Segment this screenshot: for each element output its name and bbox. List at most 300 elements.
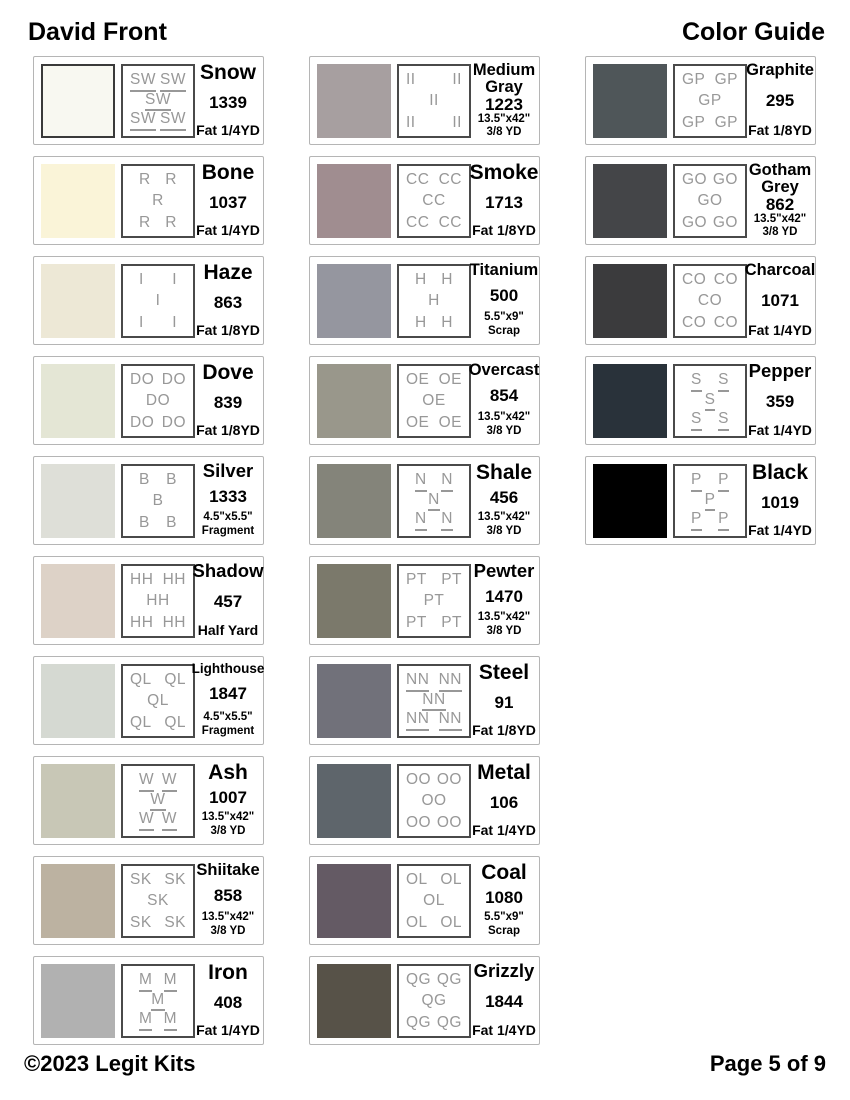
color-swatch <box>41 864 115 938</box>
code-row <box>130 172 186 188</box>
color-swatch <box>317 64 391 138</box>
fabric-quantity <box>196 322 260 339</box>
code-row <box>130 372 186 388</box>
code-row <box>682 72 738 88</box>
fabric-number: 1713 <box>485 193 523 213</box>
code-box <box>397 964 471 1038</box>
fabric-card-lighthouse <box>33 656 264 745</box>
code-row <box>130 893 186 909</box>
code-row <box>406 415 462 431</box>
code-label: QG <box>421 992 447 1010</box>
fabric-name: Iron <box>208 961 248 984</box>
code-label: OL <box>406 913 428 931</box>
code-label: SW <box>160 72 186 92</box>
code-label: H <box>428 292 440 310</box>
code-row <box>130 215 186 231</box>
fabric-quantity <box>196 222 260 239</box>
fabric-card-ash <box>33 756 264 845</box>
code-label: OO <box>406 771 432 788</box>
code-label: PT <box>441 571 462 588</box>
code-label: R <box>165 213 177 231</box>
code-label: NN <box>406 672 429 692</box>
code-label: OO <box>406 813 432 831</box>
fabric-number: 1007 <box>209 787 247 807</box>
quantity-line: 13.5"x42" <box>753 212 807 225</box>
code-row <box>406 993 462 1009</box>
quantity-line: 3/8 YD <box>210 825 246 838</box>
fabric-card-iron <box>33 956 264 1045</box>
code-label: GO <box>697 192 723 210</box>
fabric-card-metal <box>309 756 540 845</box>
quantity-line: 5.5"x9" <box>484 311 524 324</box>
fabric-number: 862 <box>765 194 795 214</box>
fabric-name: Snow <box>200 61 256 84</box>
quantity-line: 13.5"x42" <box>201 811 255 824</box>
code-row <box>406 615 462 631</box>
code-row <box>130 972 186 992</box>
fabric-quantity <box>196 122 260 139</box>
code-label: GP <box>698 92 722 110</box>
quantity-line: Fragment <box>201 525 255 538</box>
code-label: SW <box>160 111 186 131</box>
code-box <box>673 64 747 138</box>
code-label: HH <box>146 592 170 610</box>
code-box <box>397 464 471 538</box>
code-label: I <box>139 271 144 288</box>
fabric-number: 1223 <box>485 94 523 114</box>
code-row <box>406 872 462 888</box>
code-row <box>130 615 186 631</box>
quantity-line: Half Yard <box>197 622 259 639</box>
code-label: OE <box>422 392 446 410</box>
code-row <box>406 72 462 88</box>
code-label: OE <box>406 371 430 388</box>
code-row <box>406 272 462 288</box>
quantity-line: Fat 1/4YD <box>748 322 812 339</box>
code-label: CO <box>713 313 738 331</box>
code-label: OE <box>438 371 462 388</box>
code-label: I <box>155 292 161 310</box>
fabric-info <box>747 162 813 239</box>
fabric-quantity <box>472 722 536 739</box>
code-label: M <box>151 992 164 1012</box>
fabric-number: 295 <box>765 91 795 111</box>
fabric-card-steel <box>309 656 540 745</box>
code-label: W <box>150 792 165 812</box>
code-row <box>682 115 738 131</box>
code-row <box>406 115 462 131</box>
code-row <box>682 172 738 188</box>
quantity-line: 3/8 YD <box>210 925 246 938</box>
fabric-name: Grizzly <box>473 960 535 981</box>
code-row <box>130 111 186 131</box>
code-label: P <box>718 511 729 531</box>
code-label: H <box>441 313 453 331</box>
fabric-name: Graphite <box>746 61 814 79</box>
code-label: DO <box>130 413 155 431</box>
fabric-name: Smoke <box>469 161 539 184</box>
code-label: R <box>165 171 177 188</box>
code-label: S <box>718 411 729 431</box>
fabric-info <box>195 962 261 1039</box>
code-label: M <box>164 972 177 992</box>
code-label: OL <box>406 871 428 888</box>
code-label: NN <box>439 711 462 731</box>
fabric-card-overcast <box>309 356 540 445</box>
code-label: QG <box>406 971 432 988</box>
color-swatch <box>317 564 391 638</box>
fabric-name: Charcoal <box>744 261 816 279</box>
code-label: N <box>428 492 440 512</box>
fabric-name: Lighthouse <box>191 661 265 676</box>
color-swatch <box>317 764 391 838</box>
code-label: II <box>452 71 462 88</box>
code-row <box>130 872 186 888</box>
code-label: M <box>139 1011 152 1031</box>
code-row <box>130 811 186 831</box>
fabric-quantity <box>754 213 806 241</box>
quantity-line: 13.5"x42" <box>477 511 531 524</box>
code-label: PT <box>406 613 427 631</box>
fabric-number: 863 <box>213 293 243 313</box>
code-row <box>130 715 186 731</box>
fabric-quantity <box>478 411 530 439</box>
code-label: S <box>705 392 716 412</box>
fabric-name: Dove <box>202 361 254 384</box>
code-row <box>130 515 186 531</box>
fabric-name: Pewter <box>473 560 535 581</box>
fabric-number: 1080 <box>485 887 523 907</box>
fabric-card-medium-gray <box>309 56 540 145</box>
code-row <box>406 472 462 492</box>
code-row <box>406 215 462 231</box>
fabric-name: Shiitake <box>196 861 260 879</box>
fabric-info <box>747 362 813 439</box>
code-row <box>406 172 462 188</box>
code-label: OL <box>423 892 445 910</box>
quantity-line: 13.5"x42" <box>477 112 531 125</box>
code-row <box>682 411 738 431</box>
color-swatch <box>593 364 667 438</box>
quantity-line: Fat 1/4YD <box>472 822 536 839</box>
fabric-quantity <box>478 511 530 539</box>
code-label: N <box>415 472 427 492</box>
code-label: OE <box>438 413 462 431</box>
code-label: R <box>139 171 151 188</box>
code-row <box>682 472 738 492</box>
fabric-card-charcoal <box>585 256 816 345</box>
code-label: SW <box>130 111 156 131</box>
fabric-number: 500 <box>489 285 519 305</box>
code-label: II <box>429 92 439 110</box>
color-swatch <box>41 564 115 638</box>
quantity-line: 3/8 YD <box>762 226 798 239</box>
code-label: HH <box>130 613 154 631</box>
fabric-card-snow <box>33 56 264 145</box>
code-label: OO <box>436 771 462 788</box>
code-row <box>130 272 186 288</box>
fabric-info <box>195 62 261 139</box>
code-label: II <box>406 113 416 131</box>
fabric-info <box>195 162 261 239</box>
fabric-info <box>471 762 537 839</box>
fabric-card-grizzly <box>309 956 540 1045</box>
quantity-line: Fat 1/4YD <box>196 1022 260 1039</box>
code-row <box>130 792 186 812</box>
quantity-line: 3/8 YD <box>486 425 522 438</box>
fabric-number: 839 <box>213 393 243 413</box>
quantity-line: Fat 1/4YD <box>196 122 260 139</box>
code-label: QL <box>164 713 186 731</box>
fabric-info <box>471 662 537 739</box>
fabric-card-pewter <box>309 556 540 645</box>
code-label: S <box>691 372 702 392</box>
fabric-quantity <box>748 522 812 539</box>
copyright: ©2023 Legit Kits <box>24 1051 196 1076</box>
code-label: PT <box>423 592 445 610</box>
fabric-card-shiitake <box>33 856 264 945</box>
fabric-quantity <box>748 422 812 439</box>
code-row <box>682 392 738 412</box>
fabric-info <box>471 262 537 339</box>
code-box <box>397 64 471 138</box>
code-row <box>406 893 462 909</box>
code-row <box>130 293 186 309</box>
quantity-line: 3/8 YD <box>486 126 522 139</box>
quantity-line: 13.5"x42" <box>477 411 531 424</box>
fabric-name: Metal <box>477 761 531 784</box>
code-row <box>130 572 186 588</box>
code-row <box>406 692 462 712</box>
code-label: QL <box>130 671 152 688</box>
fabric-name: Ash <box>208 761 248 784</box>
code-row <box>130 193 186 209</box>
code-label: GO <box>712 171 738 188</box>
code-row <box>130 72 186 92</box>
fabric-quantity <box>198 622 258 639</box>
code-label: S <box>718 372 729 392</box>
code-label: QG <box>406 1013 432 1031</box>
fabric-quantity <box>484 911 524 939</box>
code-box <box>121 964 195 1038</box>
fabric-name: Black <box>751 461 809 484</box>
quantity-line: Fragment <box>201 725 255 738</box>
code-label: W <box>139 772 154 792</box>
code-row <box>130 472 186 488</box>
fabric-info <box>471 862 537 939</box>
fabric-card-silver <box>33 456 264 545</box>
code-box <box>121 764 195 838</box>
page-number: Page 5 of 9 <box>709 1051 826 1076</box>
code-label: HH <box>130 571 154 588</box>
code-label: QG <box>436 1013 462 1031</box>
fabric-quantity <box>196 1022 260 1039</box>
code-label: OE <box>406 413 430 431</box>
color-swatch <box>41 264 115 338</box>
code-label: PT <box>441 613 462 631</box>
code-row <box>406 711 462 731</box>
fabric-quantity <box>478 611 530 639</box>
code-row <box>406 492 462 512</box>
fabric-card-haze <box>33 256 264 345</box>
code-row <box>406 672 462 692</box>
code-label: N <box>441 472 453 492</box>
color-swatch <box>317 864 391 938</box>
code-box <box>121 164 195 238</box>
fabric-number: 1037 <box>209 193 247 213</box>
code-label: P <box>718 472 729 492</box>
code-box <box>397 264 471 338</box>
swatch-column-3 <box>585 56 816 545</box>
code-box <box>121 564 195 638</box>
fabric-name: Medium Gray <box>472 61 536 96</box>
color-swatch <box>317 264 391 338</box>
quantity-line: Scrap <box>488 325 520 338</box>
fabric-number: 1847 <box>209 684 247 704</box>
code-row <box>406 793 462 809</box>
fabric-info <box>195 762 261 839</box>
code-label: GP <box>682 71 706 88</box>
code-label: I <box>139 313 144 331</box>
code-label: GO <box>682 171 708 188</box>
fabric-name: Silver <box>202 460 254 481</box>
quantity-line: Fat 1/8YD <box>748 122 812 139</box>
fabric-card-gotham-grey <box>585 156 816 245</box>
code-label: N <box>441 511 453 531</box>
fabric-name: Pepper <box>748 360 812 381</box>
fabric-quantity <box>748 122 812 139</box>
code-label: I <box>172 271 177 288</box>
fabric-number: 1339 <box>209 93 247 113</box>
fabric-info <box>195 362 261 439</box>
code-box <box>673 164 747 238</box>
code-label: NN <box>439 672 462 692</box>
color-swatch <box>593 464 667 538</box>
code-label: HH <box>162 571 186 588</box>
code-row <box>682 272 738 288</box>
code-label: CC <box>406 213 430 231</box>
color-swatch <box>317 964 391 1038</box>
code-label: SK <box>130 913 152 931</box>
code-row <box>406 972 462 988</box>
fabric-info <box>195 262 261 339</box>
fabric-info <box>192 560 264 639</box>
quantity-line: 4.5"x5.5" <box>203 711 253 724</box>
code-row <box>406 93 462 109</box>
code-row <box>130 693 186 709</box>
code-label: R <box>152 192 164 210</box>
code-row <box>682 315 738 331</box>
swatch-column-2 <box>309 56 540 1045</box>
fabric-info <box>471 462 537 539</box>
fabric-info <box>744 261 816 339</box>
code-label: PT <box>406 571 427 588</box>
code-row <box>682 511 738 531</box>
fabric-name: Bone <box>201 161 255 184</box>
code-box <box>673 364 747 438</box>
fabric-number: 408 <box>213 993 243 1013</box>
code-label: P <box>705 492 716 512</box>
fabric-info <box>471 562 537 639</box>
code-label: CC <box>438 213 462 231</box>
code-row <box>682 215 738 231</box>
fabric-quantity <box>748 322 812 339</box>
quantity-line: 13.5"x42" <box>201 911 255 924</box>
fabric-quantity <box>202 511 254 539</box>
code-label: OO <box>436 813 462 831</box>
code-label: B <box>139 471 150 488</box>
fabric-name: Shale <box>475 461 533 484</box>
code-row <box>682 492 738 512</box>
guide-title: Color Guide <box>681 18 825 46</box>
fabric-quantity <box>196 422 260 439</box>
code-row <box>682 93 738 109</box>
code-box <box>121 264 195 338</box>
color-swatch <box>41 964 115 1038</box>
fabric-name: Coal <box>481 861 527 884</box>
code-row <box>406 815 462 831</box>
code-box <box>121 464 195 538</box>
fabric-info <box>471 962 537 1039</box>
fabric-name: Shadow <box>192 560 264 581</box>
fabric-name: Haze <box>203 261 253 284</box>
code-row <box>406 393 462 409</box>
code-label: II <box>406 71 416 88</box>
code-label: QL <box>164 671 186 688</box>
code-label: HH <box>162 613 186 631</box>
fabric-quantity <box>202 811 254 839</box>
code-row <box>130 772 186 792</box>
fabric-info <box>747 62 813 139</box>
code-row <box>682 193 738 209</box>
quantity-line: Fat 1/4YD <box>748 522 812 539</box>
fabric-info <box>471 162 537 239</box>
code-label: GO <box>682 213 708 231</box>
code-label: QL <box>147 692 169 710</box>
code-box <box>673 264 747 338</box>
code-label: OL <box>440 871 462 888</box>
code-label: QG <box>436 971 462 988</box>
code-label: DO <box>161 413 186 431</box>
quantity-line: 13.5"x42" <box>477 611 531 624</box>
code-label: NN <box>406 711 429 731</box>
fabric-name: Steel <box>478 661 530 684</box>
code-box <box>397 364 471 438</box>
code-label: W <box>162 772 177 792</box>
code-label: H <box>415 313 427 331</box>
code-box <box>121 664 195 738</box>
code-row <box>406 915 462 931</box>
code-label: CO <box>697 292 723 310</box>
fabric-card-smoke <box>309 156 540 245</box>
code-label: P <box>691 472 702 492</box>
fabric-number: 457 <box>213 592 243 612</box>
code-row <box>130 593 186 609</box>
code-box <box>397 864 471 938</box>
code-label: QL <box>130 713 152 731</box>
code-label: CC <box>406 171 430 188</box>
code-label: H <box>441 271 453 288</box>
code-box <box>397 164 471 238</box>
code-row <box>130 415 186 431</box>
fabric-number: 858 <box>213 885 243 905</box>
quantity-line: Fat 1/8YD <box>472 722 536 739</box>
code-label: SW <box>145 92 171 112</box>
code-row <box>406 1015 462 1031</box>
code-label: OO <box>421 792 447 810</box>
code-row <box>130 393 186 409</box>
quantity-line: 5.5"x9" <box>484 911 524 924</box>
